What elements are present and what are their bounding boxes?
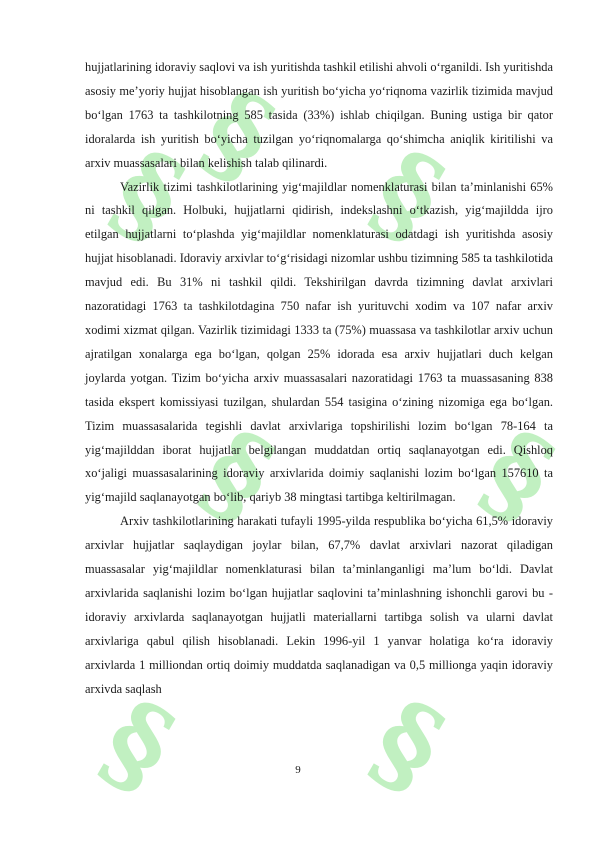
- svg-text:§: §: [360, 140, 450, 260]
- svg-text:§: §: [360, 690, 450, 810]
- paragraph: Vazirlik tizimi tashkilotlarining yig‘majildlar nomenklaturasi bilan ta’minlanishi 65% ni tashkil qilgan. Holbuki, hujjatlarni qidirish, indekslashni o‘tkazish, yig‘majildda ijro etilgan hujjatlarni to‘plashda yig‘majildlar nomenklaturasi odatdagi ish yuritishda asosiy hujjat hisoblanadi. Idoraviy arxivlar to‘g‘risidagi nizomlar ushbu tizimning 585 ta tashkilotida mavjud edi. Bu 31% ni tashkil qildi. Tekshirilgan davrda tizimning davlat arxivlari nazoratidagi 1763 ta tashkilotdagina 750 nafar ish yurituvchi xodim va 107 nafar arxiv xodimi xizmat qilgan. Vazirlik tizimidagi 1333 ta (75%) muassasa va tashkilotlar arxiv uchun ajratilgan xonalarga ega bo‘lgan, qolgan 25% idorada esa arxiv hujjatlari duch kelgan joylarda yotgan. Tizim bo‘yicha arxiv muassasalari nazoratidagi 1763 ta muassasaning 838 tasida ekspert komissiyasi tuzilgan, shulardan 554 tasigina o‘zining nizomiga ega bo‘lgan. Tizim muassasalarida tegishli davlat arxivlariga topshirilishi lozim bo‘lgan 78-164 ta yig‘majilddan iborat hujjatlar belgilangan muddatdan ortiq saqlanayotgan edi. Qishloq xo‘jaligi muassasalarining idoraviy arxivlarida doimiy saqlanishi lozim bo‘lgan 157610 ta yig‘majild saqlanayotgan bo‘lib, qariyb 38 mingtasi tartibga keltirilmagan.: [85, 179, 553, 505]
- paragraph: Arxiv tashkilotlarining harakati tufayli 1995-yilda respublika bo‘yicha 61,5% idoraviy arxivlar hujjatlar saqlaydigan joylar bilan, 67,7% davlat arxivlari nazorat qiladigan muassasalar yig‘majildlar nomenklaturasi bilan ta’minlanganligi ma’lum bo‘ldi. Davlat arxivlarida saqlanishi lozim bo‘lgan hujjatlar saqlovini ta’minlashning ishonchli garovi bu - idoraviy arxivlarda saqlanayotgan hujjatli materiallarni tartibga solish va ularni davlat arxivlariga qabul qilish hisoblanadi. Lekin 1996-yil 1 yanvar holatiga ko‘ra idoraviy arxivlarda 1 milliondan ortiq doimiy muddatda saqlanadigan va 0,5 millionga yaqin idoraviy arxivda saqlash: [85, 514, 553, 696]
- svg-text:§: §: [90, 690, 180, 810]
- svg-text:§: §: [190, 420, 280, 540]
- watermark-icon: [360, 690, 450, 810]
- page-number: 9: [295, 764, 301, 776]
- watermark-icon: [90, 690, 180, 810]
- svg-text:§: §: [100, 140, 190, 260]
- svg-text:§: §: [190, 80, 280, 200]
- body-text: [85, 56, 553, 701]
- paragraph: hujjatlarining idoraviy saqlovi va ish yuritishda tashkil etilishi ahvoli o‘rganildi. Ish yuritishda asosiy me’yoriy hujjat hisoblangan ish yuritish bo‘yicha yo‘riqnoma vazirlik tizimida mavjud bo‘lgan 1763 ta tashkilotning 585 tasida (33%) ishlab chiqilgan. Buning ustiga bir qator idoralarda ish yuritish bo‘yicha tuzilgan yo‘riqnomalarga qo‘shimcha aniqlik kiritilishi va arxiv muassasalari bilan kelishish talab qilinardi.: [85, 60, 553, 170]
- svg-text:§: §: [470, 420, 560, 540]
